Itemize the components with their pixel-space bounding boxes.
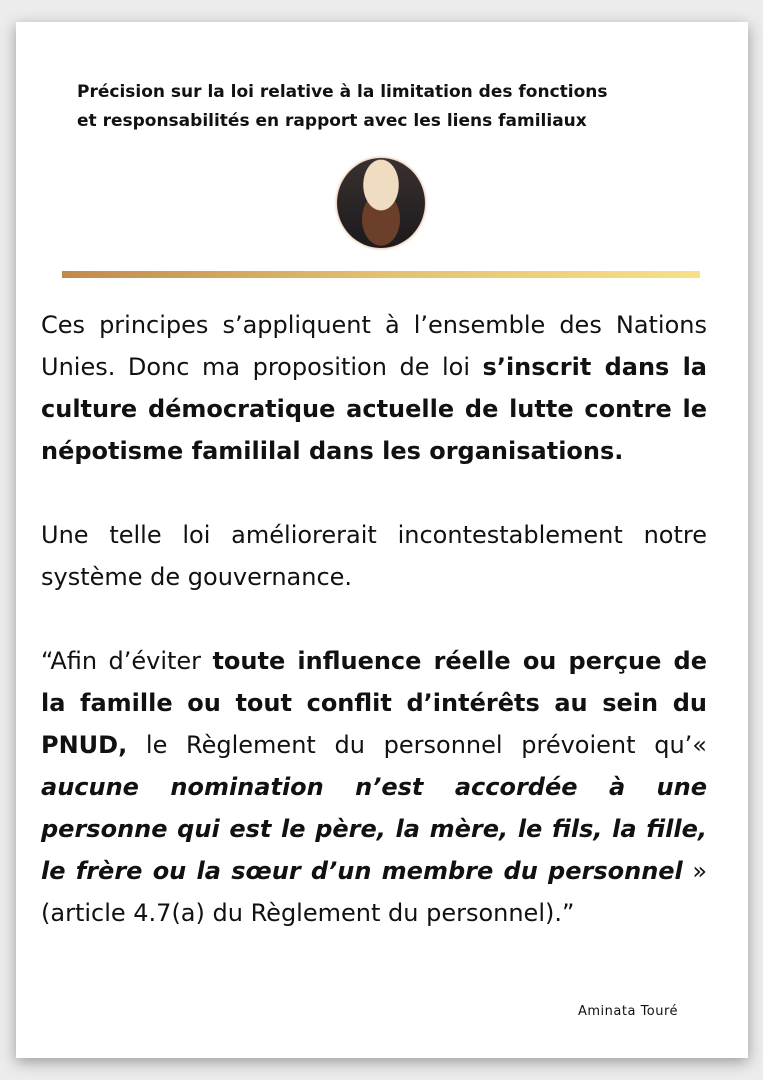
document-body — [41, 304, 707, 976]
text: Ces principes s’appliquent à l’ensemble des Nations Unies. Donc ma proposition de loi — [41, 311, 707, 381]
bold-text: s’inscrit dans la culture démocratique actuelle de lutte contre le népotisme famililal dans les organisations. — [41, 353, 707, 465]
title-line-2: et responsabilités en rapport avec les liens familiaux — [77, 111, 587, 131]
text: » (article 4.7(a) du Règlement du personnel).” — [41, 857, 707, 927]
text: Une telle loi améliorerait incontestablement notre système de gouvernance. — [41, 521, 707, 591]
bold-italic-quote: aucune nomination n’est accordée à une personne qui est le père, la mère, le fils, la fille, le frère ou la sœur d’un membre du personnel — [41, 773, 707, 885]
title-line-1: Précision sur la loi relative à la limitation des fonctions — [77, 82, 608, 102]
document-page — [16, 22, 748, 1058]
author-portrait — [337, 158, 425, 248]
text: le Règlement du personnel prévoient qu’« — [127, 731, 707, 759]
document-title — [77, 78, 697, 136]
text: “Afin d’éviter — [41, 647, 213, 675]
bold-text: toute influence réelle ou perçue de la famille ou tout conflit d’intérêts au sein du PNUD, — [41, 647, 708, 759]
gold-divider — [62, 271, 700, 278]
paragraph-1 — [41, 304, 707, 472]
author-signature: Aminata Touré — [578, 1004, 679, 1019]
paragraph-2 — [41, 514, 707, 598]
paragraph-3 — [41, 640, 707, 934]
